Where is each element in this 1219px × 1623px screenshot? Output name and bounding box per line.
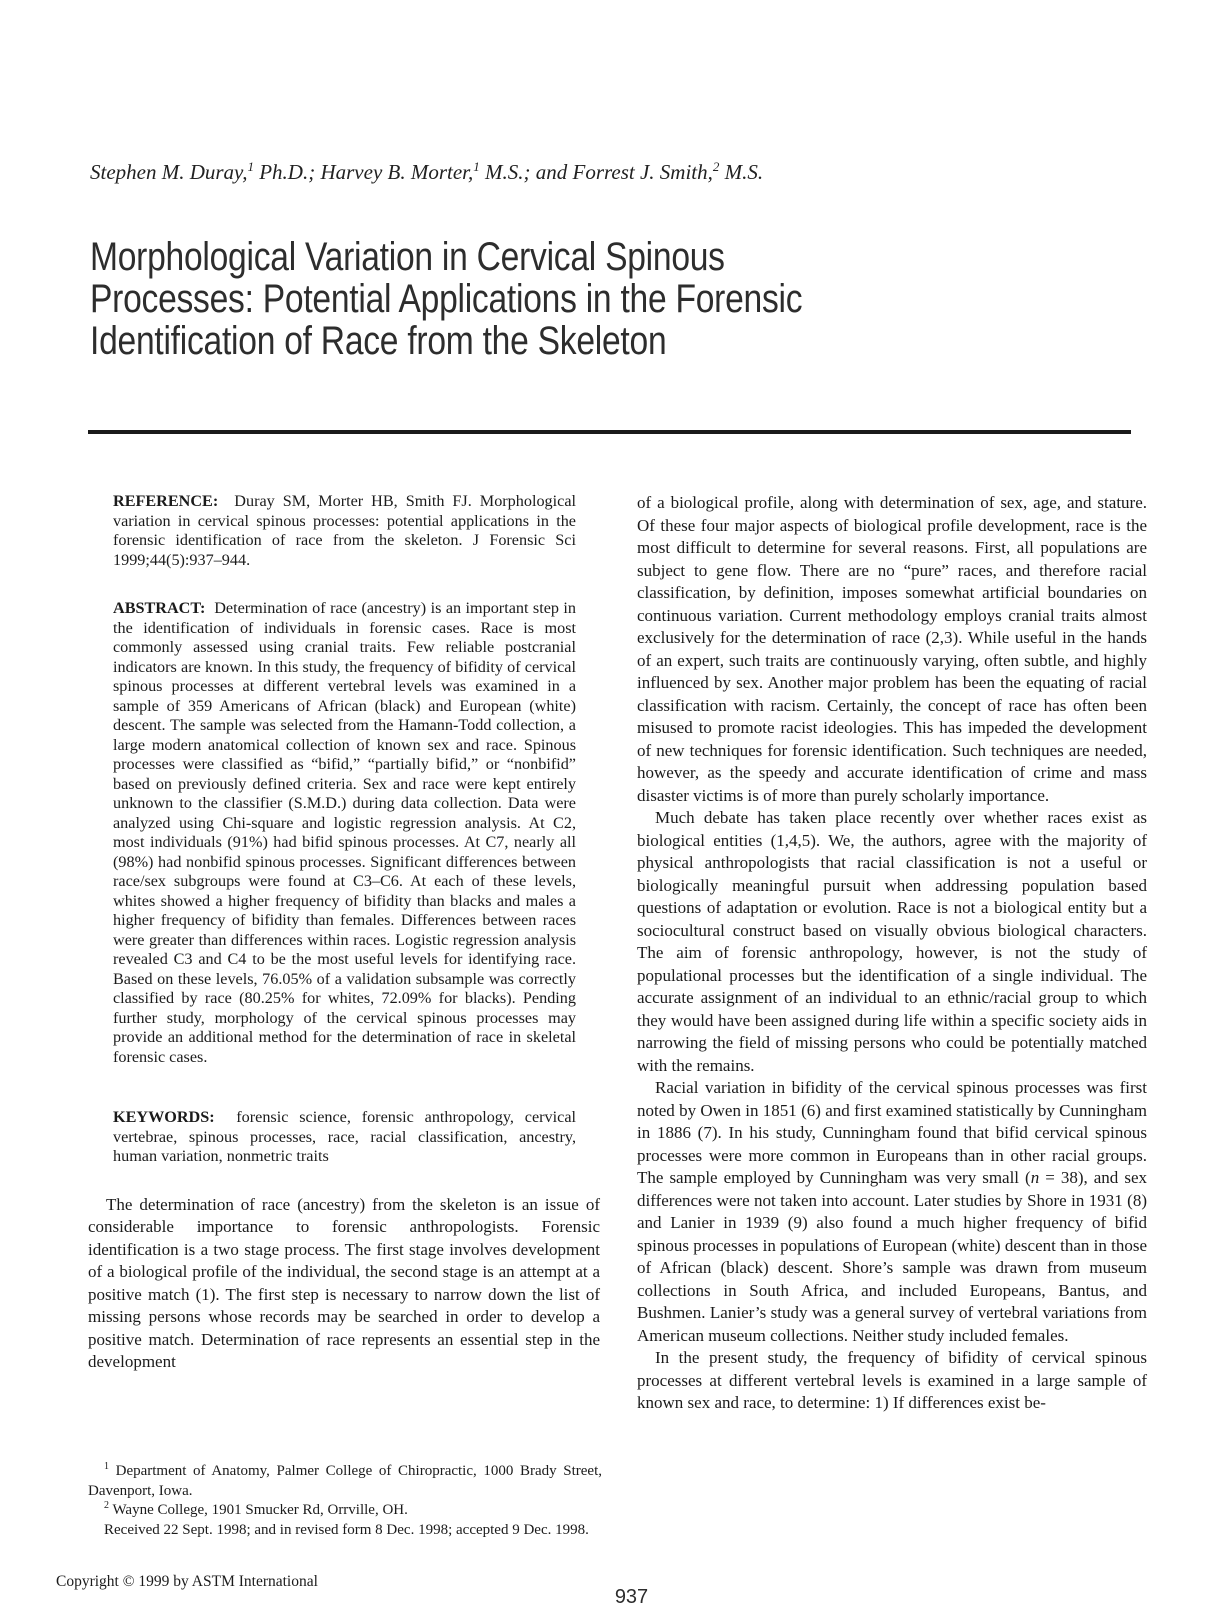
paper-title-line: Morphological Variation in Cervical Spinous: [90, 235, 725, 279]
reference-text: Duray SM, Morter HB, Smith FJ. Morphological variation in cervical spinous processes: potential applications in the forensic identification of race from the skeleton. J Forensic Sci 1999;44(5):937–944.: [113, 492, 577, 569]
abstract-paragraph: [113, 599, 576, 1067]
abstract-label: ABSTRACT:: [113, 599, 206, 617]
author-affiliation-superscript: 1: [247, 159, 254, 174]
reference-label: REFERENCE:: [113, 492, 219, 510]
author-affiliation-superscript: 2: [712, 159, 720, 174]
paper-title-line: Identification of Race from the Skeleton: [90, 319, 667, 363]
body-paragraph: of a biological profile, along with determination of sex, age, and stature. Of these four major aspects of biological profile development, race is the most difficult to determine for several reasons. First, all populations are subject to gene flow. There are no “pure” races, and therefore racial classification, by definition, imposes somewhat artificial boundaries on continuous variation. Current methodology employs cranial traits almost exclusively for the determination of race (2,3). While useful in the hands of an expert, such traits are continuously varying, often subtle, and highly influenced by sex. Another major problem has been the equating of racial classification with racism. Certainly, the concept of race has often been misused to promote racist ideologies. This has impeded the development of new techniques for forensic identification. Such techniques are needed, however, as the speedy and accurate identification of crime and mass disaster victims is of more than purely scholarly importance.: [637, 493, 1147, 805]
paper-title-line: Processes: Potential Applications in the Forensic: [90, 277, 803, 321]
footnote-1: [88, 1462, 602, 1501]
body-paragraph: Much debate has taken place recently over whether races exist as biological entities (1,4,5). We, the authors, agree with the majority of physical anthropologists that racial classification is not a useful or biologically meaningful pursuit when addressing population based questions of adaptation or evolution. Race is not a biological entity but a sociocultural construct based on visually obvious biological characters. The aim of forensic anthropology, however, is not the study of populational processes but the identification of a single individual. The accurate assignment of an individual to an ethnic/racial group to which they would have been assigned during life within a specific society aids in narrowing the field of missing persons who could be potentially matched with the remains.: [637, 808, 1147, 1075]
copyright-notice: Copyright © 1999 by ASTM International: [56, 1573, 318, 1590]
page-number: 937: [614, 1586, 649, 1608]
keywords-label: KEYWORDS:: [113, 1108, 215, 1126]
author-name: Ph.D.; Harvey B. Morter,: [253, 160, 474, 184]
paper-title: [90, 236, 802, 362]
intro-paragraph: The determination of race (ancestry) from the skeleton is an issue of considerable importance to forensic anthropologists. Forensic identification is a two stage process. The first stage involves development of a biological profile of the individual, the second stage is an attempt at a positive match (1). The first step is necessary to narrow down the list of missing persons whose records may be searched in order to develop a positive match. Determination of race represents an essential step in the development: [88, 1194, 600, 1371]
keywords-paragraph: [113, 1108, 576, 1167]
abstract-text: Determination of race (ancestry) is an important step in the identification of individuals in forensic cases. Race is most commonly assessed using cranial traits. Few reliable postcranial indicators are known. In this study, the frequency of bifidity of cervical spinous processes at different vertebral levels was examined in a sample of 359 Americans of African (black) and European (white) descent. The sample was selected from the Hamann-Todd collection, a large modern anatomical collection of known sex and race. Spinous processes were classified as “bifid,” “partially bifid,” or “nonbifid” based on previously defined criteria. Sex and race were kept entirely unknown to the classifier (S.M.D.) during data collection. Data were analyzed using Chi-square and logistic regression analysis. At C2, most individuals (91%) had bifid spinous processes. At C7, nearly all (98%) had nonbifid spinous processes. Significant differences between race/sex subgroups were found at C3–C6. At each of these levels, whites showed a higher frequency of bifidity than blacks and males a higher frequency of bifidity than females. Differences between races were greater than differences within races. Logistic regression analysis revealed C3 and C4 to be the most useful levels for identifying race. Based on these levels, 76.05% of a validation subsample was correctly classified by race (80.25% for whites, 72.09% for blacks). Pending further study, morphology of the cervical spinous processes may provide an additional method for the determination of race in skeletal forensic cases.: [113, 599, 577, 1066]
received-note: Received 22 Sept. 1998; and in revised form 8 Dec. 1998; accepted 9 Dec. 1998.: [104, 1521, 589, 1538]
body-paragraph: [637, 1077, 1147, 1347]
footnote-2: [88, 1501, 602, 1521]
footnote-2-superscript: 2: [104, 1500, 109, 1511]
author-line: [90, 160, 763, 185]
keywords-text: forensic science, forensic anthropology, cervical vertebrae, spinous processes, race, racial classification, ancestry, human variation, nonmetric traits: [113, 1108, 576, 1165]
body-paragraph: In the present study, the frequency of bifidity of cervical spinous processes at different vertebral levels is examined in a large sample of known sex and race, to determine: 1) If differences exist be-: [637, 1348, 1147, 1412]
left-column: [88, 492, 600, 1374]
reference-paragraph: [113, 492, 576, 570]
author-name: M.S.; and Forrest J. Smith,: [479, 160, 713, 184]
abstract-section: [113, 492, 576, 1167]
footnote-1-text: Department of Anatomy, Palmer College of Chiropractic, 1000 Brady Street, Davenport, Iowa.: [88, 1463, 602, 1499]
author-affiliation-superscript: 1: [473, 159, 480, 174]
author-name: Stephen M. Duray,: [90, 160, 248, 184]
right-column: [637, 492, 1147, 1415]
footnote-1-superscript: 1: [104, 1461, 109, 1472]
body-text: Racial variation in bifidity of the cervical spinous processes was first noted by Owen in 1851 (6) and first examined statistically by Cunningham in 1886 (7). In his study, Cunningham found that bifid cervical spinous processes were more common in Europeans than in other racial groups. The sample employed by Cunningham was very small (: [637, 1078, 1147, 1187]
footnote-2-text: Wayne College, 1901 Smucker Rd, Orrville, OH.: [109, 1502, 408, 1518]
title-divider-rule: [88, 430, 1131, 434]
body-text: = 38), and sex differences were not taken into account. Later studies by Shore in 1931 (8) and Lanier in 1939 (9) also found a much higher frequency of bifid spinous processes in populations of European (white) descent than in those of African (black) descent. Shore’s sample was drawn from museum collections in South Africa, and included Europeans, Bantus, and Bushmen. Lanier’s study was a general survey of vertebral variations from American museum collections. Neither study included females.: [637, 1168, 1147, 1345]
footnotes-block: [88, 1462, 602, 1540]
italic-variable-n: n: [1030, 1168, 1040, 1187]
author-name: M.S.: [719, 160, 764, 184]
